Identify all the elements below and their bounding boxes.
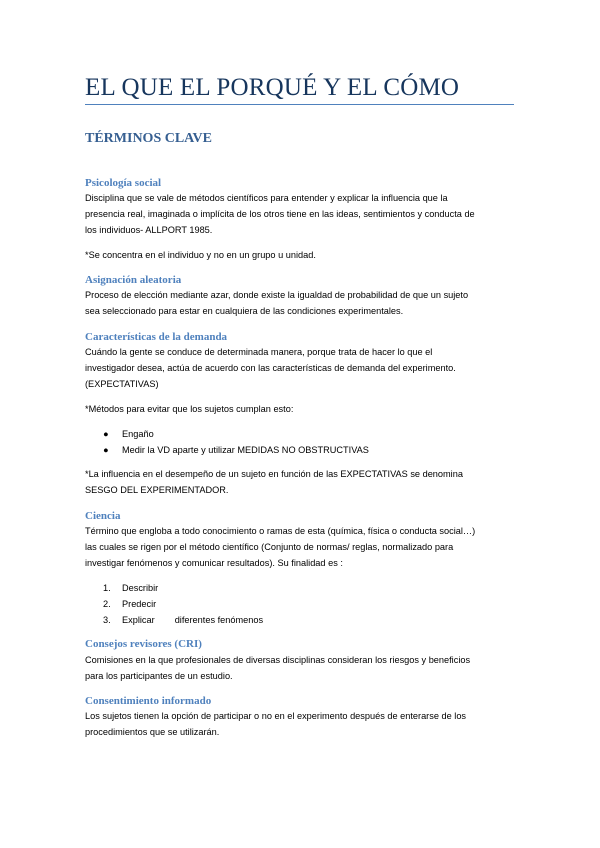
numbered-item — [103, 612, 263, 628]
text-line: investigador desea, actúa de acuerdo con las características de demanda del experimento. — [85, 363, 456, 373]
text-line: Comisiones en la que profesionales de diversas disciplinas consideran los riesgos y beneficios — [85, 655, 471, 665]
bullet-text: Medir la VD aparte y utilizar MEDIDAS NO OBSTRUCTIVAS — [122, 445, 369, 455]
text-line: sea seleccionado para estar en cualquiera de las condiciones experimentales. — [85, 306, 404, 316]
influence-note — [85, 466, 517, 498]
bullet-marker: ● — [103, 445, 109, 455]
text-line: los individuos- ALLPORT 1985. — [85, 225, 213, 235]
item-number: 1. — [103, 583, 111, 593]
term-definition-consentimiento — [85, 708, 517, 740]
item-text: Describir — [122, 583, 159, 593]
text-line: Proceso de elección mediante azar, donde existe la igualdad de probabilidad de que un sujeto — [85, 290, 469, 300]
term-note-psicologia: *Se concentra en el individuo y no en un grupo u unidad. — [85, 250, 316, 260]
term-heading-psicologia: Psicología social — [85, 177, 162, 189]
text-line: Término que engloba a todo conocimiento o ramas de esta (química, física o conducta social…) — [85, 526, 476, 536]
document-title: EL QUE EL PORQUÉ Y EL CÓMO — [85, 74, 460, 101]
section-heading: TÉRMINOS CLAVE — [85, 131, 212, 146]
text-line: (EXPECTATIVAS) — [85, 379, 159, 389]
term-definition-psicologia — [85, 190, 517, 238]
term-heading-consejos: Consejos revisores (CRI) — [85, 638, 202, 650]
term-definition-asignacion — [85, 287, 517, 319]
text-line: SESGO DEL EXPERIMENTADOR. — [85, 485, 229, 495]
term-heading-asignacion: Asignación aleatoria — [85, 274, 182, 286]
term-definition-demanda — [85, 344, 517, 392]
bullet-marker: ● — [103, 429, 109, 439]
bullet-item — [103, 442, 369, 458]
item-number: 3. — [103, 615, 111, 625]
text-line: las cuales se rigen por el método científico (Conjunto de normas/ reglas, normalizado para — [85, 542, 454, 552]
item-number: 2. — [103, 599, 111, 609]
term-definition-ciencia — [85, 523, 517, 571]
item-text: Explicar — [122, 615, 155, 625]
title-underline — [85, 104, 514, 105]
text-line: procedimientos que se utilizarán. — [85, 727, 220, 737]
text-line: para los participantes de un estudio. — [85, 671, 233, 681]
numbered-item — [103, 580, 158, 596]
term-heading-consentimiento: Consentimiento informado — [85, 695, 212, 707]
numbered-item — [103, 596, 156, 612]
term-heading-demanda: Características de la demanda — [85, 331, 228, 343]
bullet-item — [103, 426, 154, 442]
term-definition-consejos — [85, 652, 517, 684]
text-line: Disciplina que se vale de métodos científicos para entender y explicar la influencia que la — [85, 193, 448, 203]
item-text: Predecir — [122, 599, 157, 609]
text-line: Cuándo la gente se conduce de determinada manera, porque trata de hacer lo que el — [85, 347, 433, 357]
term-heading-ciencia: Ciencia — [85, 510, 121, 522]
text-line: presencia real, imaginada o implícita de los otros tiene en las ideas, sentimientos y conducta de — [85, 209, 475, 219]
text-line: *La influencia en el desempeño de un sujeto en función de las EXPECTATIVAS se denomina — [85, 469, 463, 479]
item-text-suffix: diferentes fenómenos — [174, 615, 264, 625]
text-line: investigar fenómenos y comunicar resultados). Su finalidad es : — [85, 558, 343, 568]
methods-note: *Métodos para evitar que los sujetos cumplan esto: — [85, 404, 294, 414]
text-line: Los sujetos tienen la opción de participar o no en el experimento después de enterarse de los — [85, 711, 467, 721]
bullet-text: Engaño — [122, 429, 154, 439]
